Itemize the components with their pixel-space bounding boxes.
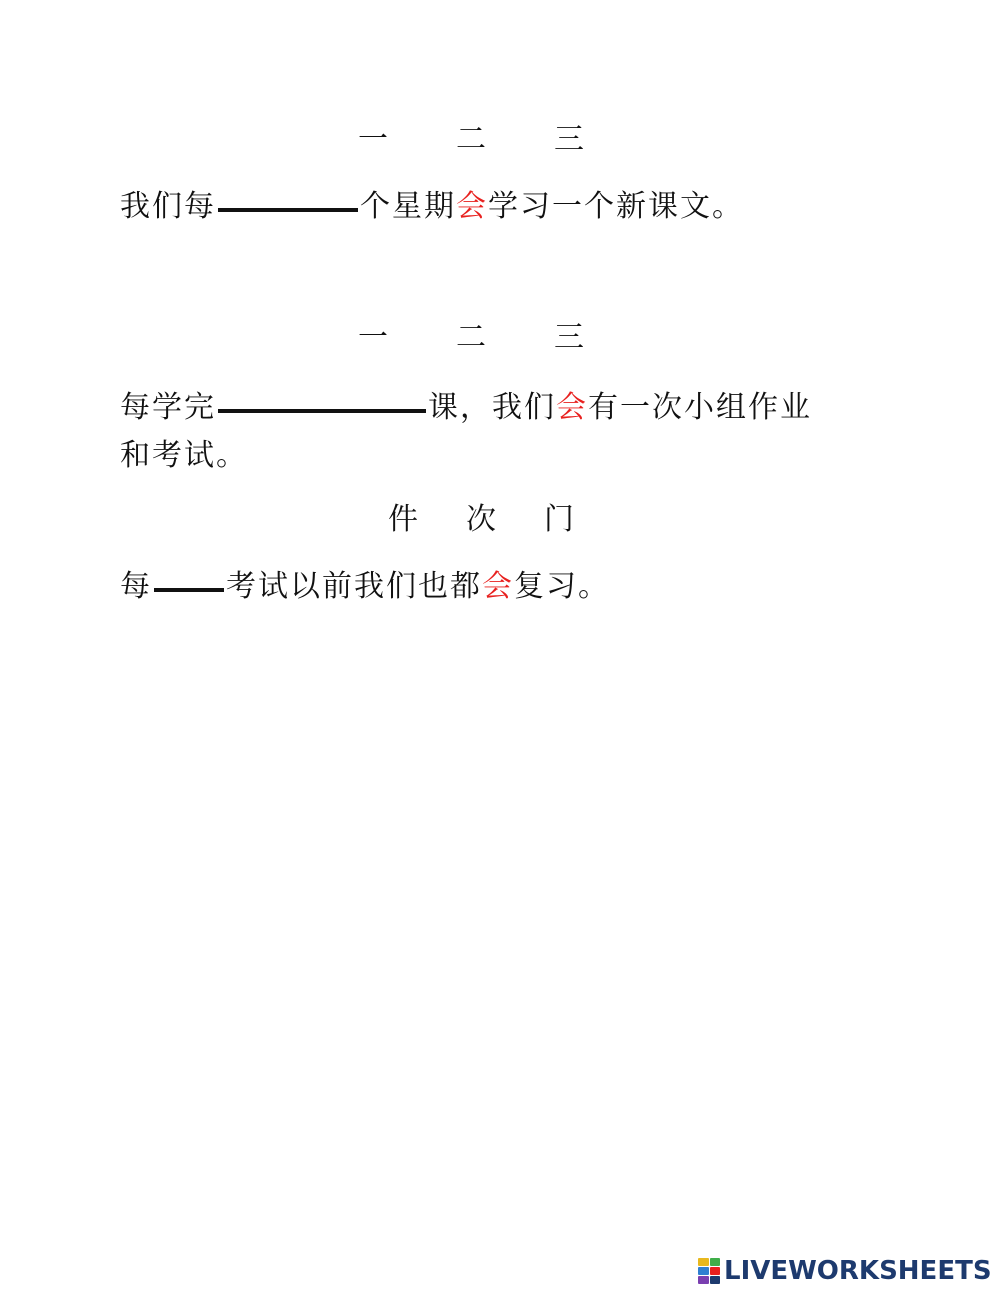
question2-sentence	[120, 384, 880, 432]
option-2[interactable]: 次	[466, 502, 496, 537]
question1-sentence	[120, 183, 880, 231]
question3-options	[388, 502, 622, 538]
highlight-word: 会	[482, 569, 514, 604]
highlight-word: 会	[556, 390, 588, 425]
answer-blank[interactable]	[218, 208, 358, 212]
option-2[interactable]: 二	[456, 320, 486, 355]
option-3[interactable]: 门	[544, 502, 574, 537]
logo-text: LIVEWORKSHEETS	[724, 1256, 992, 1286]
question2-options	[358, 320, 652, 356]
sentence-text: 课，我们	[428, 390, 556, 425]
option-3[interactable]: 三	[554, 122, 584, 157]
option-1[interactable]: 一	[358, 320, 388, 355]
question1-options	[358, 122, 652, 158]
highlight-word: 会	[456, 189, 488, 224]
option-1[interactable]: 件	[388, 502, 418, 537]
question2-sentence-line2	[120, 432, 880, 480]
option-2[interactable]: 二	[456, 122, 486, 157]
sentence-text: 个星期	[360, 189, 456, 224]
sentence-text: 学习一个新课文。	[488, 189, 744, 224]
question3-sentence	[120, 563, 880, 611]
option-1[interactable]: 一	[358, 122, 388, 157]
answer-blank[interactable]	[218, 409, 426, 413]
sentence-text: 每学完	[120, 390, 216, 425]
sentence-text: 和考试。	[120, 438, 248, 473]
sentence-text: 复习。	[514, 569, 610, 604]
sentence-text: 我们每	[120, 189, 216, 224]
sentence-text: 有一次小组作业	[588, 390, 812, 425]
option-3[interactable]: 三	[554, 320, 584, 355]
liveworksheets-logo	[698, 1255, 992, 1287]
answer-blank[interactable]	[154, 588, 224, 592]
sentence-text: 每	[120, 569, 152, 604]
sentence-text: 考试以前我们也都	[226, 569, 482, 604]
logo-blocks-icon	[698, 1258, 720, 1284]
